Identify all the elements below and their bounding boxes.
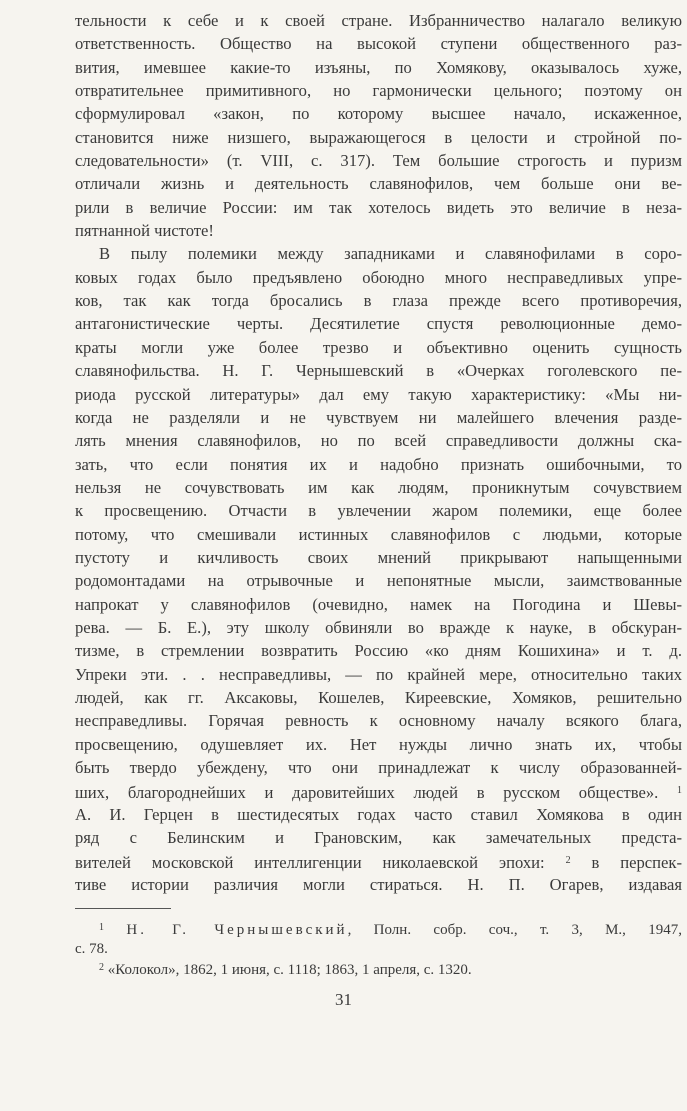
text-line xyxy=(75,476,682,499)
footnote-reference: 2 xyxy=(565,855,571,867)
footnote-separator xyxy=(75,908,171,909)
text-line-content: вития, имевшее какие-то изъяны, по Хомякову, оказывалось хуже, xyxy=(75,57,682,77)
text-line xyxy=(75,336,682,359)
text-line xyxy=(75,873,682,896)
text-line xyxy=(75,639,682,662)
text-line xyxy=(75,733,682,756)
text-line xyxy=(75,499,682,522)
text-line-content: краты могли уже более трезво и объективно оценить сущность xyxy=(75,337,682,357)
text-line-content: просвещению, одушевляет их. Нет нужды лично знать их, чтобы xyxy=(75,734,682,754)
text-line xyxy=(75,126,682,149)
text-line-content: тиве истории различия могли стираться. Н. П. Огарев, издавая xyxy=(75,874,682,894)
text-line xyxy=(75,32,682,55)
text-line-content: сформулировал «закон, по которому высшее начало, искаженное, xyxy=(75,104,682,124)
text-line-content: отвратительнее примитивного, но гармонически цельного; поэтому он xyxy=(75,81,682,101)
footnote-continuation: с. 78. xyxy=(75,941,108,957)
text-line xyxy=(75,593,682,616)
text-line xyxy=(75,803,682,826)
text-line xyxy=(75,9,682,32)
text-line xyxy=(75,756,682,779)
text-line xyxy=(75,359,682,382)
text-line xyxy=(75,219,682,242)
text-line-content: А. И. Герцен в шестидесятых годах часто ставил Хомякова в один xyxy=(75,804,682,824)
text-line xyxy=(75,196,682,219)
text-line xyxy=(75,242,682,265)
text-line-content: ряд с Белинским и Грановским, как замечательных предста- xyxy=(75,828,682,848)
text-line xyxy=(75,779,682,802)
text-line xyxy=(75,266,682,289)
text-line xyxy=(75,79,682,102)
footnote-reference: 1 xyxy=(677,785,682,797)
text-line-content: отличали жизнь и деятельность славянофилов, чем больше они ве- xyxy=(75,174,682,194)
text-line-content: следовательности» (т. VIII, с. 317). Тем большие строгость и пуризм xyxy=(75,151,682,171)
page-number: 31 xyxy=(335,990,352,1009)
text-line-content: В пылу полемики между западниками и славянофилами в соро- xyxy=(99,244,682,264)
text-line xyxy=(75,289,682,312)
text-line-content: тельности к себе и к своей стране. Избранничество налагало великую xyxy=(75,11,682,30)
text-line-content: нельзя не сочувствовать им как людям, проникнутым сочувствием xyxy=(75,477,682,497)
text-line-content: зать, что если понятия их и надобно признать ошибочными, то xyxy=(75,454,682,474)
text-line xyxy=(75,826,682,849)
text-line xyxy=(75,849,682,872)
text-line-content: становится ниже низшего, выражающегося в целости и стройной по- xyxy=(75,127,682,147)
text-line xyxy=(75,172,682,195)
text-line-content: антагонистические черты. Десятилетие спустя революционные демо- xyxy=(75,314,682,334)
text-line xyxy=(75,453,682,476)
text-line-content: ответственность. Общество на высокой ступени общественного раз- xyxy=(75,34,682,54)
text-line xyxy=(75,686,682,709)
text-line xyxy=(75,383,682,406)
text-line-content: ших, благороднейших и даровитейших людей в русском обществе». xyxy=(75,783,659,803)
text-line-content: вителей московской интеллигенции николаевской эпохи: xyxy=(75,853,545,873)
text-line-content: лять мнения славянофилов, но по всей справедливости должны ска- xyxy=(75,431,682,451)
text-line-content: ковых годах было предъявлено обоюдно много несправедливых упре- xyxy=(75,267,682,287)
text-line-content: потому, что смешивали истинных славянофилов с людьми, которые xyxy=(75,524,682,544)
footnote-mark: 1 xyxy=(99,922,104,933)
footnote-2 xyxy=(75,958,682,980)
text-line-content: рева. — Б. Е.), эту школу обвиняли во вражде к науке, в обскуран- xyxy=(75,617,682,637)
text-line xyxy=(75,663,682,686)
text-line-content: риода русской литературы» дал ему такую характеристику: «Мы ни- xyxy=(75,384,682,404)
text-line xyxy=(75,149,682,172)
text-line xyxy=(75,406,682,429)
text-line-content: быть твердо убеждену, что они принадлежат к числу образованней- xyxy=(75,758,682,777)
footnote-citation: «Колокол», 1862, 1 июня, с. 1118; 1863, 1 апреля, с. 1320. xyxy=(107,962,472,978)
text-line xyxy=(75,546,682,569)
text-line-content: ков, так как тогда бросались в глаза прежде всего противоречия, xyxy=(75,291,682,311)
text-line-content: рили в величие России: им так хотелось видеть это величие в неза- xyxy=(75,197,682,217)
text-line-content: когда не разделяли и не чувствуем ни малейшего влечения разде- xyxy=(75,407,682,427)
footnote-mark: 2 xyxy=(99,962,104,973)
body-text xyxy=(75,9,682,896)
footnote-citation: , Полн. собр. соч., т. 3, М., 1947, xyxy=(347,922,683,938)
text-line xyxy=(75,429,682,452)
text-line xyxy=(75,616,682,639)
text-line-content: тизме, в стремлении возвратить Россию «ко дням Кошихина» и т. д. xyxy=(75,641,682,661)
text-line-content: славянофильства. Н. Г. Чернышевский в «Очерках гоголевского пе- xyxy=(75,361,682,381)
footnote-1 xyxy=(75,918,682,959)
text-line-content: к просвещению. Отчасти в увлечении жаром полемики, еще более xyxy=(75,501,682,521)
text-line-content: людей, как гг. Аксаковы, Кошелев, Киреевские, Хомяков, решительно xyxy=(75,687,682,707)
text-line xyxy=(75,56,682,79)
text-line-content: пятнанной чистоте! xyxy=(75,221,214,241)
text-line-content: Упреки эти. . . несправедливы, — по крайней мере, относительно таких xyxy=(75,664,682,684)
text-line xyxy=(75,102,682,125)
text-line xyxy=(75,523,682,546)
text-line-content: пустоту и кичливость своих мнений прикрывают напыщенными xyxy=(75,547,682,567)
text-line-content: в перспек- xyxy=(570,853,682,873)
text-line xyxy=(75,569,682,592)
text-line-content: родомонтадами на отрывочные и непонятные мысли, заимствованные xyxy=(75,571,682,591)
text-line-content: несправедливы. Горячая ревность к основному началу всякого блага, xyxy=(75,711,682,731)
text-line-content: напрокат у славянофилов (очевидно, намек на Погодина и Шевы- xyxy=(75,594,682,614)
text-line xyxy=(75,312,682,335)
footnote-author: Н. Г. Чернышевский xyxy=(126,922,348,938)
text-line xyxy=(75,709,682,732)
